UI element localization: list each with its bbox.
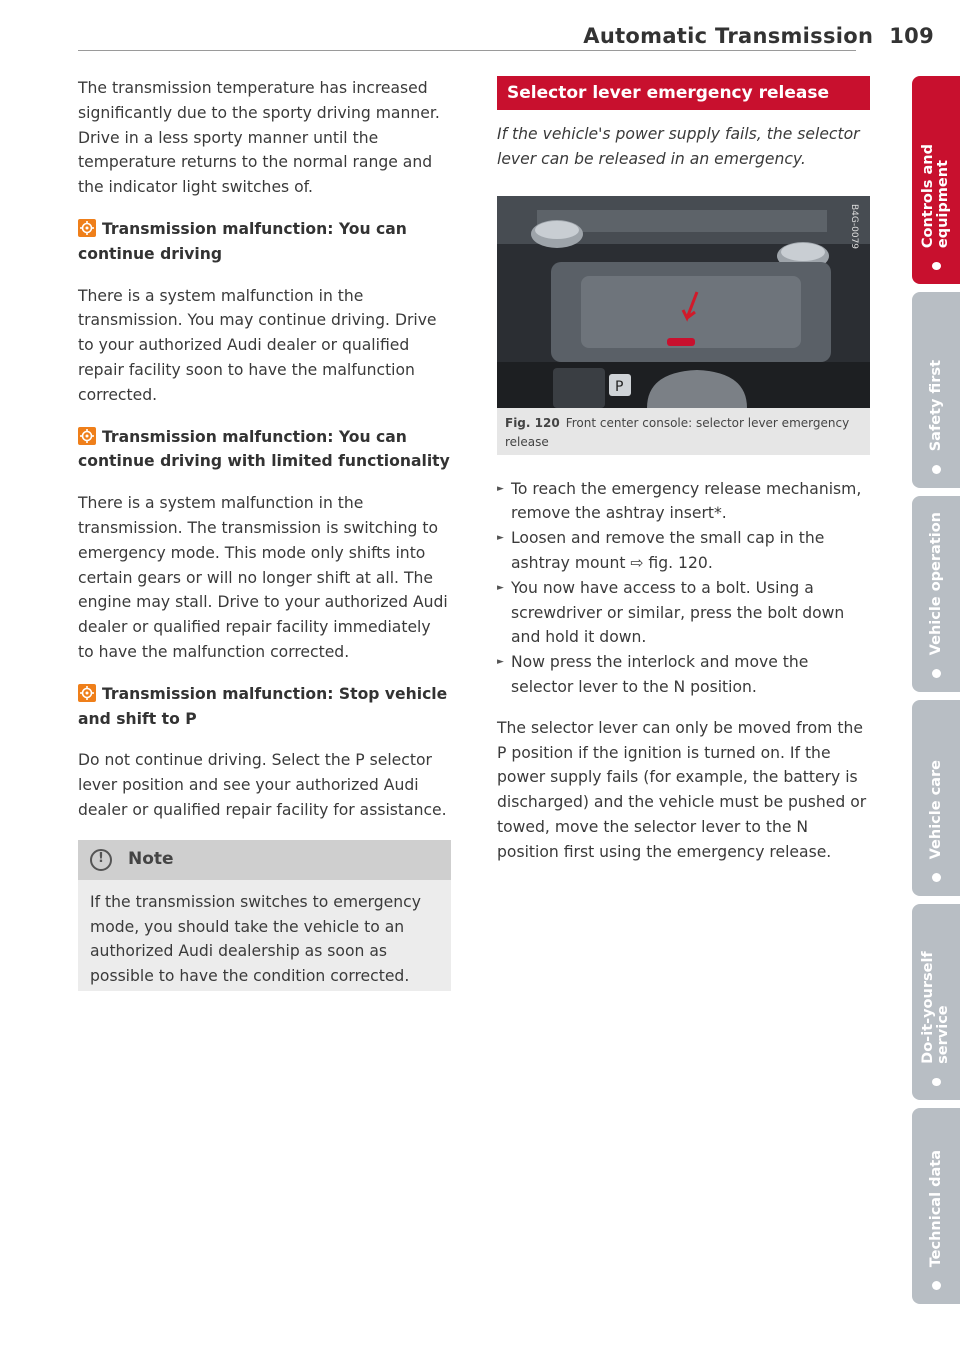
note-header (78, 840, 451, 880)
section-intro: If the vehicle's power supply fails, the selector lever can be released in an emergency. (497, 125, 860, 168)
intro-paragraph: The transmission temperature has increased significantly due to the sporty driving manner. Drive in a less sporty manner until the temperature returns to the normal range and the indicator light switches of. (78, 79, 440, 197)
transmission-warning-icon (78, 427, 96, 445)
transmission-warning-icon (78, 684, 96, 702)
note-title: Note (128, 849, 174, 870)
tab-dot-icon (932, 262, 941, 270)
step-list (497, 477, 870, 700)
transmission-warning-icon (78, 219, 96, 237)
tab-dot-icon (932, 873, 941, 882)
list-item: ► To reach the emergency release mechanism, remove the ashtray insert*. (497, 477, 870, 527)
note-body: If the transmission switches to emergency mode, you should take the vehicle to an authorized Audi dealership as soon as possible to have the condition corrected. (90, 892, 421, 986)
header-title: Automatic Transmission (583, 24, 874, 48)
header-rule (78, 50, 856, 51)
section-heading: Transmission malfunction: Stop vehicle and shift to P (78, 684, 448, 728)
tab-dot-icon (932, 669, 941, 678)
left-column (78, 76, 451, 991)
note-box (78, 840, 451, 991)
svg-text:P: P (615, 378, 624, 395)
section-heading: Transmission malfunction: You can continue driving (78, 219, 407, 263)
tab-dot-icon (932, 1078, 941, 1086)
tab-dot-icon (932, 465, 941, 474)
tab-do-it-yourself-service[interactable]: Do-it-yourself service (912, 904, 960, 1100)
tab-vehicle-operation[interactable]: Vehicle operation (912, 496, 960, 692)
section-body: Do not continue driving. Select the P selector lever position and see your authorized Audi dealer or qualified repair facility for assistance. (78, 751, 447, 819)
console-photo (497, 196, 870, 408)
page-header (583, 24, 934, 48)
center-console-illustration (497, 196, 870, 408)
tab-technical-data[interactable]: Technical data (912, 1108, 960, 1304)
figure-caption: Fig. 120 Front center console: selector lever emergency release (497, 408, 870, 455)
section-heading: Transmission malfunction: You can continue driving with limited functionality (78, 427, 450, 471)
conclusion-paragraph: The selector lever can only be moved from the P position if the ignition is turned on. If the power supply fails (for example, the battery is discharged) and the vehicle must be pushed or towed, move the selector lever to the N position first using the emergency release. (497, 718, 867, 861)
tab-controls-and-equipment[interactable]: Controls and equipment (912, 76, 960, 284)
right-column (497, 76, 870, 882)
page-number: 109 (889, 24, 934, 48)
info-icon: ! (90, 849, 112, 871)
figure (497, 196, 870, 455)
list-item: ► Now press the interlock and move the selector lever to the N position. (497, 650, 870, 700)
tab-safety-first[interactable]: Safety first (912, 292, 960, 488)
tab-vehicle-care[interactable]: Vehicle care (912, 700, 960, 896)
list-item: ► You now have access to a bolt. Using a screwdriver or similar, press the bolt down and hold it down. (497, 576, 870, 650)
tab-dot-icon (932, 1281, 941, 1290)
section-title-bar: Selector lever emergency release (497, 76, 870, 110)
list-item: ► Loosen and remove the small cap in the ashtray mount ⇨ fig. 120. (497, 526, 870, 576)
section-body: There is a system malfunction in the transmission. You may continue driving. Drive to your authorized Audi dealer or qualified repair facility soon to have the malfunction corrected. (78, 286, 437, 404)
figure-label: Fig. 120 (505, 415, 560, 430)
section-body: There is a system malfunction in the transmission. The transmission is switching to emergency mode. This mode only shifts into certain gears or will no longer shift at all. The engine may stall. Drive to your authorized Audi dealer or qualified repair facility immediately to have the malfunction corrected. (78, 494, 448, 661)
figure-id: B4G-0079 (849, 203, 859, 249)
